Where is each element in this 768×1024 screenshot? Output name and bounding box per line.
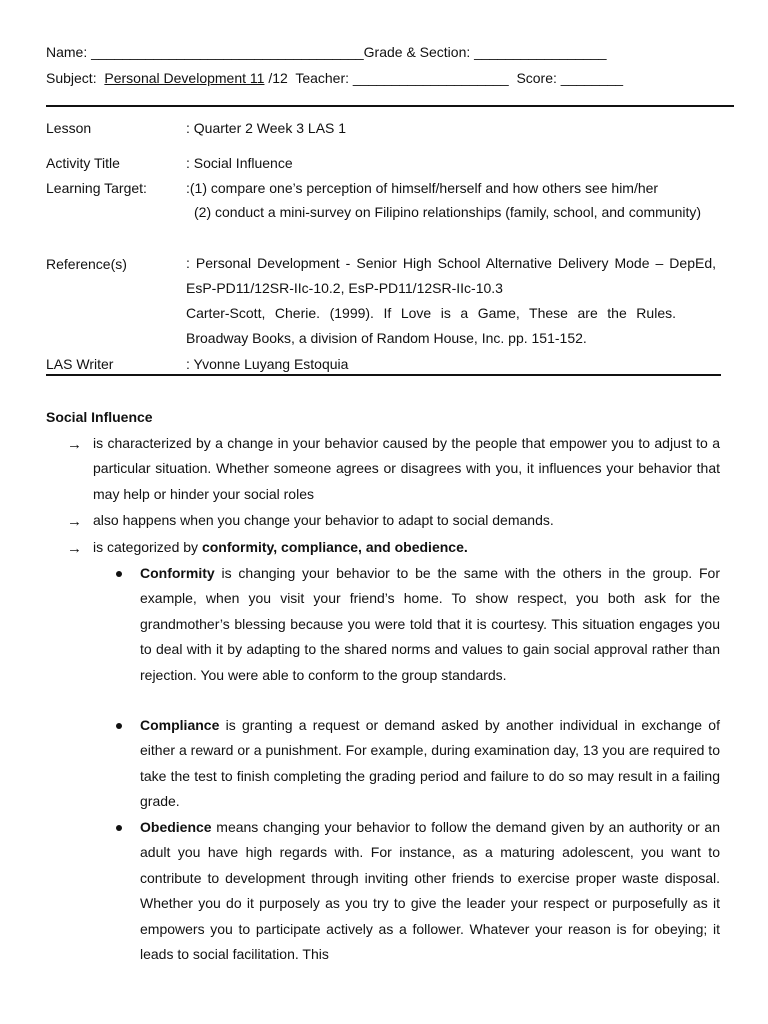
- arrow-icon: →: [67, 513, 82, 530]
- info-value-learning-target-2: (2) conduct a mini-survey on Filipino relationships (family, school, and community): [194, 204, 702, 220]
- arrow-icon: →: [67, 436, 82, 453]
- info-label-las-writer: LAS Writer: [46, 356, 114, 372]
- bullet-compliance-text: is granting a request or demand asked by another individual in exchange of either a reward or a punishment. For example, during examination day, 13 you are required to take the test to finish completing the grading period and failure to do so may result in a failing grade.: [140, 717, 720, 810]
- bullet-obedience: [140, 815, 720, 967]
- score-label: Score:: [516, 70, 557, 86]
- info-value-learning-target-1: :(1) compare one’s perception of himself/herself and how others see him/her: [186, 180, 659, 196]
- subject-value: Personal Development 11: [104, 70, 265, 86]
- name-field[interactable]: ___________________________________: [91, 44, 364, 60]
- header-name-row: [46, 44, 607, 60]
- bullet-obedience-text: means changing your behavior to follow the demand given by an authority or an adult you have high regards with. For instance, as a maturing adolescent, you want to contribute to development through inviting other friends to exercise proper waste disposal. Whether you do it purposely as you try to give the leader your respect or purposefully as it empowers you to participate actively as a follower. Whatever your reason is for obeying; it leads to social facilitation. This: [140, 819, 720, 963]
- header-subject-row: [46, 70, 623, 86]
- bullet-obedience-term: Obedience: [140, 819, 212, 835]
- info-value-activity-title: : Social Influence: [186, 155, 293, 171]
- header-divider: [46, 105, 734, 107]
- arrow-point-1: is characterized by a change in your behavior caused by the people that empower you to adjust to a particular situation. Whether someone agrees or disagrees with you, it influences your behavior that may help or hinder your social roles: [93, 435, 720, 502]
- grade-section-field[interactable]: _________________: [474, 44, 607, 60]
- subject-suffix: /12: [268, 70, 288, 86]
- arrow-point-2: also happens when you change your behavior to adapt to social demands.: [93, 512, 554, 528]
- subject-label: Subject:: [46, 70, 97, 86]
- info-label-learning-target: Learning Target:: [46, 180, 147, 196]
- grade-section-label: Grade & Section:: [363, 44, 471, 60]
- arrow-icon: →: [67, 540, 82, 557]
- teacher-label: Teacher:: [295, 70, 350, 86]
- info-value-reference-2: Carter-Scott, Cherie. (1999). If Love is a Game, These are the Rules. Broadway Books, a division of Random House, Inc. pp. 151-152.: [186, 305, 676, 347]
- bullet-compliance: [140, 713, 720, 815]
- bullet-conformity-term: Conformity: [140, 565, 215, 581]
- bullet-conformity: [140, 561, 720, 688]
- section-title: Social Influence: [46, 409, 153, 425]
- bullet-dot-icon: [116, 571, 122, 577]
- info-value-lesson: : Quarter 2 Week 3 LAS 1: [186, 120, 347, 136]
- info-value-las-writer: : Yvonne Luyang Estoquia: [186, 356, 349, 372]
- info-value-reference-1: : Personal Development - Senior High School Alternative Delivery Mode – DepEd, EsP-PD11/12SR-IIc-10.2, EsP-PD11/12SR-IIc-10.3: [186, 255, 716, 297]
- bullet-compliance-term: Compliance: [140, 717, 220, 733]
- bullet-conformity-text: is changing your behavior to be the same with the others in the group. For example, when you visit your friend’s home. To show respect, you both ask for the grandmother’s blessing because you were told that it is courtesy. This situation engages you to deal with it by adapting to the shared norms and values to gain social approval rather than rejection. You were able to conform to the group standards.: [140, 565, 720, 683]
- name-label: Name:: [46, 44, 88, 60]
- info-label-activity-title: Activity Title: [46, 155, 120, 171]
- score-field[interactable]: ________: [560, 70, 624, 86]
- teacher-field[interactable]: ____________________: [352, 70, 509, 86]
- arrow-point-3-text: is categorized by: [93, 539, 202, 555]
- info-divider: [46, 374, 721, 376]
- info-label-references: Reference(s): [46, 256, 127, 272]
- bullet-dot-icon: [116, 825, 122, 831]
- arrow-point-3-bold: conformity, compliance, and obedience.: [201, 539, 468, 555]
- bullet-dot-icon: [116, 723, 122, 729]
- info-label-lesson: Lesson: [46, 120, 92, 136]
- arrow-point-3: [93, 539, 468, 555]
